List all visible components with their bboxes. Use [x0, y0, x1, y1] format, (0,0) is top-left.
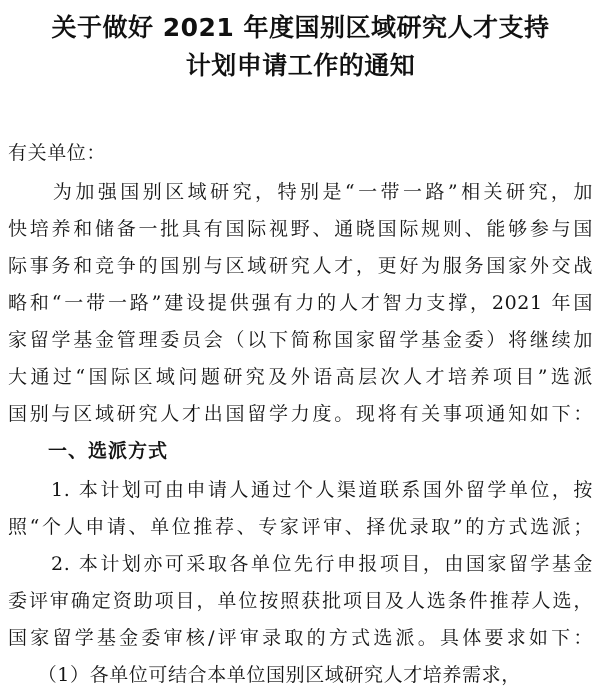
paragraph-line: 大通过“国际区域问题研究及外语高层次人才培养项目”选派	[8, 366, 593, 388]
section-line: （1）各单位可结合本单位国别区域研究人才培养需求，	[8, 664, 521, 686]
document-title-line-1: 关于做好 2021 年度国别区域研究人才支持	[51, 13, 550, 42]
section-line: 照“个人申请、单位推荐、专家评审、择优录取”的方式选派；	[8, 516, 593, 538]
paragraph-line: 略和“一带一路”建设提供强有力的人才智力支撑，2021 年国	[8, 292, 593, 314]
section-heading: 一、选派方式	[8, 440, 169, 462]
paragraph-line: 快培养和储备一批具有国际视野、通晓国际规则、能够参与国	[8, 218, 593, 240]
paragraph-line: 国别与区域研究人才出国留学力度。现将有关事项通知如下：	[8, 403, 593, 425]
paragraph-line: 家留学基金管理委员会（以下简称国家留学基金委）将继续加	[8, 329, 593, 351]
section-line: 国家留学基金委审核/评审录取的方式选派。具体要求如下：	[8, 627, 593, 649]
section-line: 2. 本计划亦可采取各单位先行申报项目，由国家留学基金	[8, 553, 593, 575]
section-line: 1. 本计划可由申请人通过个人渠道联系国外留学单位，按	[8, 479, 593, 501]
paragraph-line: 为加强国别区域研究，特别是“一带一路”相关研究，加	[8, 181, 593, 203]
section-line: 委评审确定资助项目，单位按照获批项目及人选条件推荐人选，	[8, 590, 593, 612]
document-title-line-2: 计划申请工作的通知	[185, 51, 416, 80]
paragraph-line: 际事务和竞争的国别与区域研究人才，更好为服务国家外交战	[8, 255, 593, 277]
salutation: 有关单位：	[8, 142, 107, 164]
